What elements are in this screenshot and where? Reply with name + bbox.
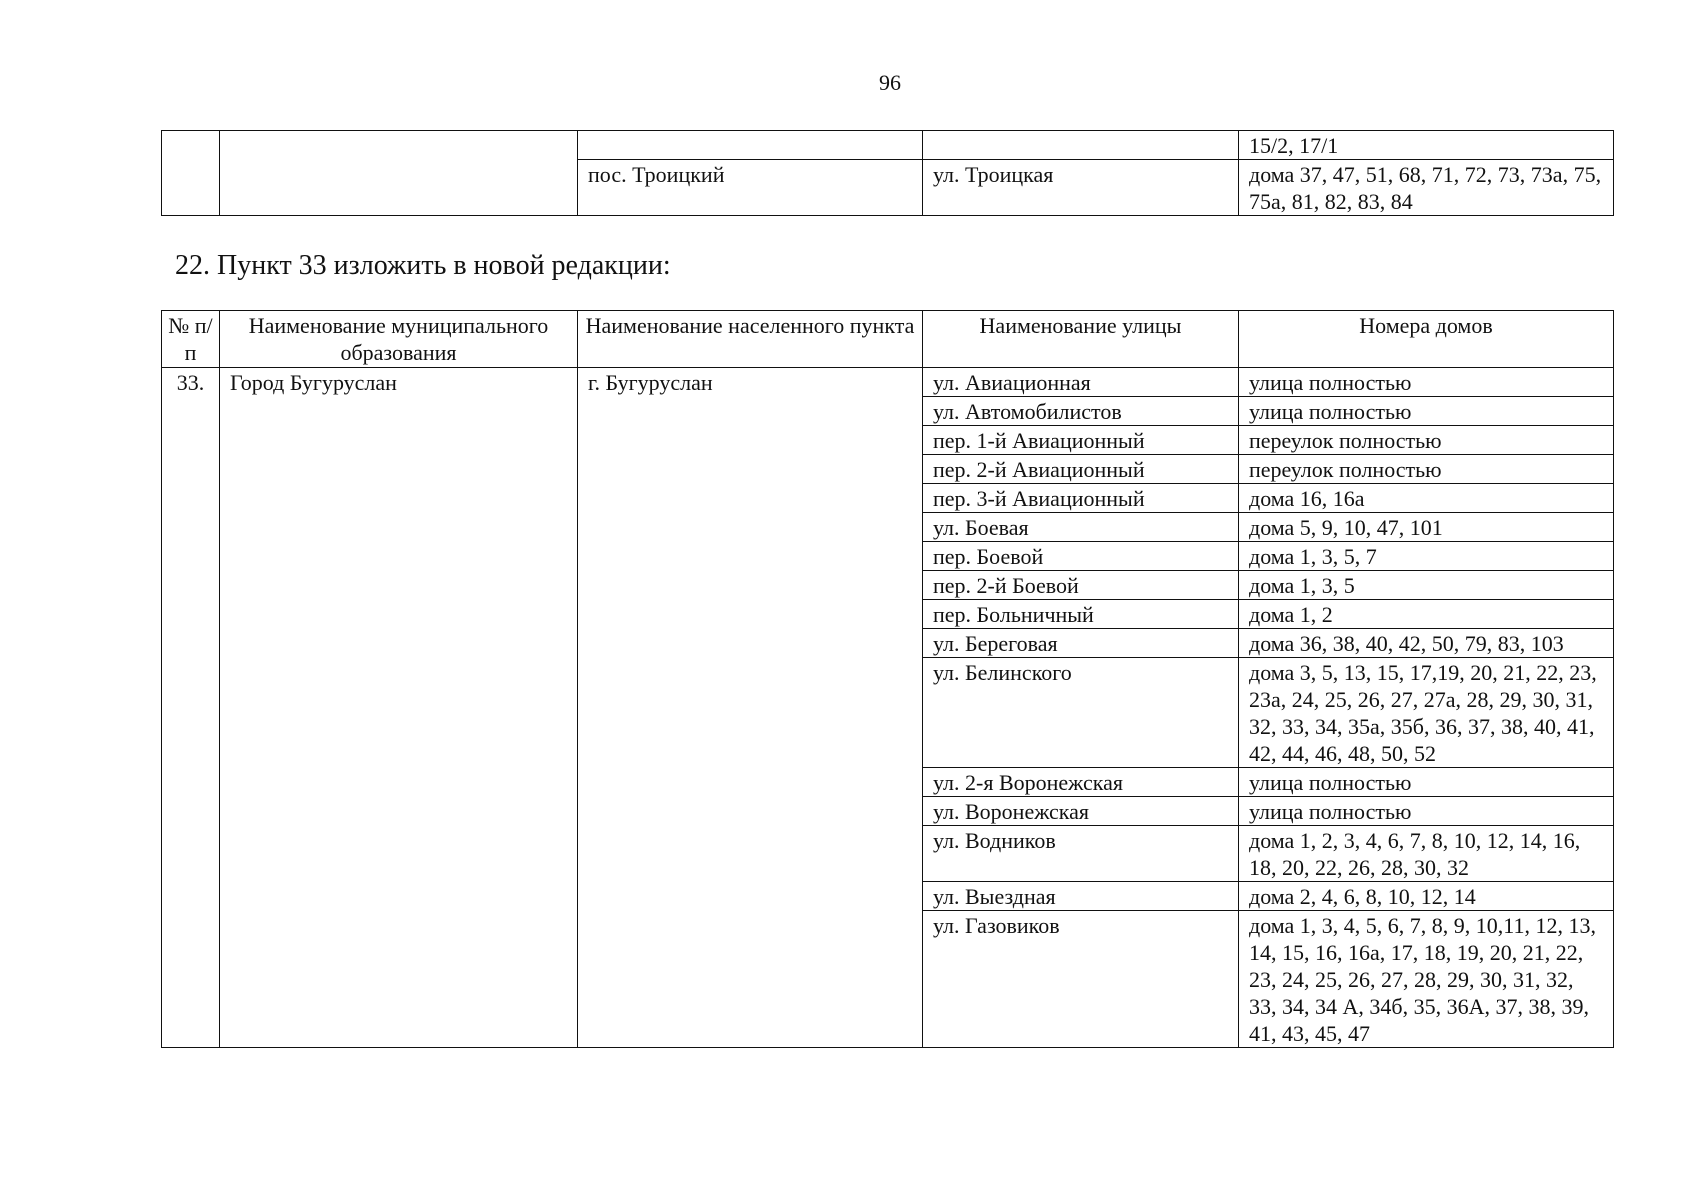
street-cell: ул. Выездная xyxy=(923,882,1239,911)
municipality-cell xyxy=(220,131,578,216)
street-cell: ул. Белинского xyxy=(923,658,1239,768)
street-cell: пер. 2-й Авиационный xyxy=(923,455,1239,484)
street-cell: пер. 1-й Авиационный xyxy=(923,426,1239,455)
houses-cell: дома 16, 16а xyxy=(1239,484,1614,513)
header-houses: Номера домов xyxy=(1239,311,1614,368)
settlement-cell: пос. Троицкий xyxy=(578,160,923,216)
table-row xyxy=(162,131,1614,160)
houses-cell: дома 3, 5, 13, 15, 17,19, 20, 21, 22, 23, 23а, 24, 25, 26, 27, 27а, 28, 29, 30, 31, 32, 33, 34, 35а, 35б, 36, 37, 38, 40, 41, 42, 44, 46, 48, 50, 52 xyxy=(1239,658,1614,768)
table-header-row xyxy=(162,311,1614,368)
section-heading: 22. Пункт 33 изложить в новой редакции: xyxy=(175,250,671,281)
num-cell xyxy=(162,131,220,216)
houses-cell: дома 1, 2, 3, 4, 6, 7, 8, 10, 12, 14, 16, 18, 20, 22, 26, 28, 30, 32 xyxy=(1239,826,1614,882)
street-cell: ул. Береговая xyxy=(923,629,1239,658)
houses-cell: улица полностью xyxy=(1239,368,1614,397)
houses-cell: дома 36, 38, 40, 42, 50, 79, 83, 103 xyxy=(1239,629,1614,658)
houses-cell: 15/2, 17/1 xyxy=(1239,131,1614,160)
continuation-table xyxy=(161,130,1614,216)
street-cell: ул. Троицкая xyxy=(923,160,1239,216)
num-cell: 33. xyxy=(162,368,220,1048)
houses-cell: дома 1, 3, 5, 7 xyxy=(1239,542,1614,571)
houses-cell: дома 1, 3, 4, 5, 6, 7, 8, 9, 10,11, 12, 13, 14, 15, 16, 16а, 17, 18, 19, 20, 21, 22, 23, 24, 25, 26, 27, 28, 29, 30, 31, 32, 33, 34, 34 А, 34б, 35, 36А, 37, 38, 39, 41, 43, 45, 47 xyxy=(1239,911,1614,1048)
street-cell: пер. Больничный xyxy=(923,600,1239,629)
municipality-cell: Город Бугуруслан xyxy=(220,368,578,1048)
houses-cell: дома 1, 3, 5 xyxy=(1239,571,1614,600)
street-cell: ул. Боевая xyxy=(923,513,1239,542)
houses-cell: дома 37, 47, 51, 68, 71, 72, 73, 73а, 75, 75а, 81, 82, 83, 84 xyxy=(1239,160,1614,216)
street-cell: пер. Боевой xyxy=(923,542,1239,571)
houses-cell: улица полностью xyxy=(1239,397,1614,426)
street-cell xyxy=(923,131,1239,160)
houses-cell: переулок полностью xyxy=(1239,426,1614,455)
street-cell: ул. Авиационная xyxy=(923,368,1239,397)
street-cell: ул. 2-я Воронежская xyxy=(923,768,1239,797)
houses-cell: дома 1, 2 xyxy=(1239,600,1614,629)
street-cell: пер. 3-й Авиационный xyxy=(923,484,1239,513)
header-settlement: Наименование населенного пункта xyxy=(578,311,923,368)
houses-cell: улица полностью xyxy=(1239,797,1614,826)
settlement-cell xyxy=(578,131,923,160)
houses-cell: дома 2, 4, 6, 8, 10, 12, 14 xyxy=(1239,882,1614,911)
street-cell: ул. Газовиков xyxy=(923,911,1239,1048)
street-cell: пер. 2-й Боевой xyxy=(923,571,1239,600)
table-row xyxy=(162,368,1614,397)
houses-cell: переулок полностью xyxy=(1239,455,1614,484)
table-body xyxy=(162,368,1614,1048)
street-cell: ул. Автомобилистов xyxy=(923,397,1239,426)
header-municipality: Наименование муниципального образования xyxy=(220,311,578,368)
streets-table xyxy=(161,310,1614,1048)
header-num: № п/п xyxy=(162,311,220,368)
houses-cell: дома 5, 9, 10, 47, 101 xyxy=(1239,513,1614,542)
page-number: 96 xyxy=(879,70,901,95)
header-street: Наименование улицы xyxy=(923,311,1239,368)
street-cell: ул. Воронежская xyxy=(923,797,1239,826)
settlement-cell: г. Бугуруслан xyxy=(578,368,923,1048)
street-cell: ул. Водников xyxy=(923,826,1239,882)
houses-cell: улица полностью xyxy=(1239,768,1614,797)
